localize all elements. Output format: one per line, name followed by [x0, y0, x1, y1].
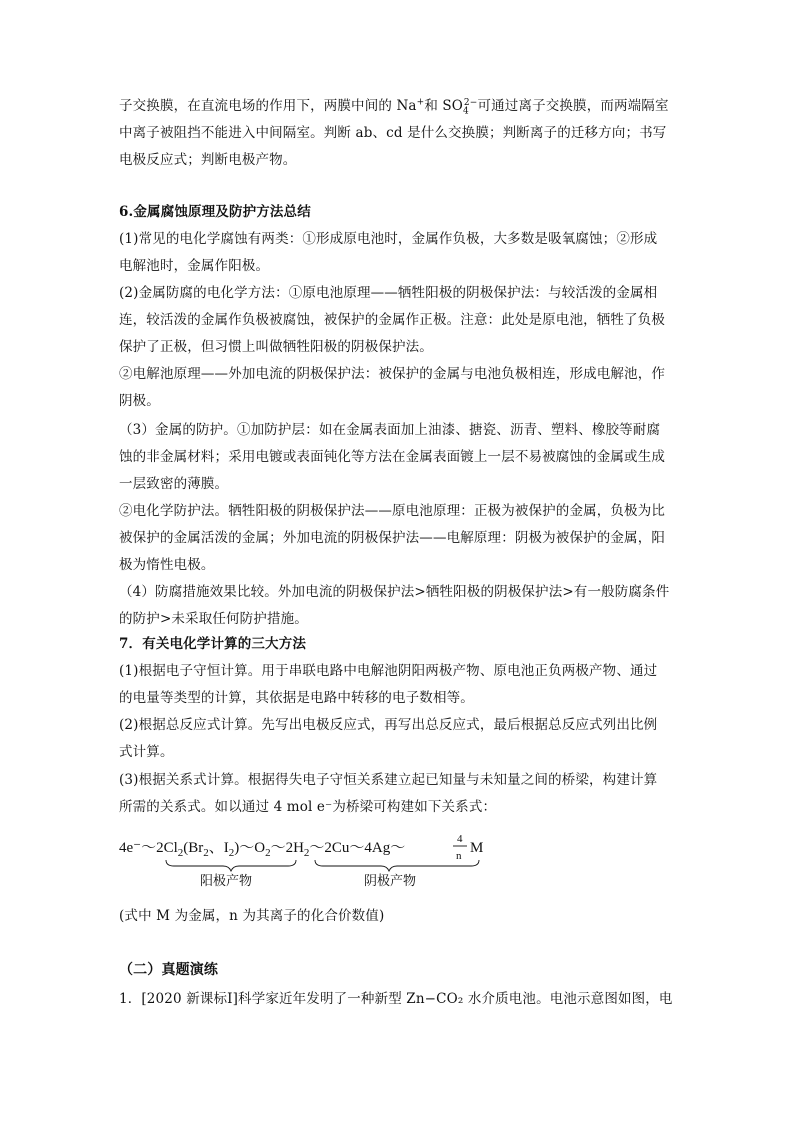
section-6-line: (2)金属防腐的电化学方法：①原电池原理——牺牲阳极的阴极保护法：与较活泼的金属相 [119, 285, 658, 301]
section-6-line: 电解池时，金属作阳极。 [119, 258, 270, 274]
fraction-numerator: 4 [457, 833, 463, 845]
electron-relation-formula [119, 826, 499, 892]
section-6-line: （4）防腐措施效果比较。外加电流的阴极保护法>牺牲阳极的阴极保护法>有一般防腐条件 [119, 584, 670, 600]
fraction-denominator: n [456, 850, 462, 862]
section-6-line: 极为惰性电极。 [119, 557, 215, 573]
formula-note: (式中 M 为金属，n 为其离子的化合价数值) [119, 908, 385, 924]
cathode-brace [315, 860, 479, 871]
section-6-line: 被保护的金属活泼的金属；外加电流的阴极保护法——电解原理：阴极为被保护的金属，阳 [119, 530, 665, 546]
section-7-line: 式计算。 [119, 744, 174, 760]
section-6-line: 一层致密的薄膜。 [119, 476, 229, 492]
anode-brace [166, 860, 296, 871]
formula-metal: M [470, 840, 484, 856]
section-6-heading: 6.金属腐蚀原理及防护方法总结 [119, 204, 311, 220]
section-7-line: (3)根据关系式计算。根据得失电子守恒关系建立起已知量与未知量之间的桥梁，构建计算 [119, 772, 658, 788]
intro-line-2: 中离子被阻挡不能进入中间隔室。判断 ab、cd 是什么交换膜；判断离子的迁移方向；书写 [119, 125, 667, 141]
section-7-heading: 7．有关电化学计算的三大方法 [119, 636, 306, 652]
section-6-line: ②电解池原理——外加电流的阴极保护法：被保护的金属与电池负极相连，形成电解池，作 [119, 366, 665, 382]
section-7-line: 所需的关系式。如以通过 4 mol e⁻为桥梁可构建如下关系式： [119, 799, 497, 815]
section-7-line: 的电量等类型的计算，其依据是电路中转移的电子数相等。 [119, 690, 474, 706]
anode-products-label: 阳极产物 [200, 874, 253, 889]
formula-svg [119, 826, 499, 892]
section-6-line: 连，较活泼的金属作负极被腐蚀，被保护的金属作正极。注意：此处是原电池，牺牲了负极 [119, 312, 665, 328]
section-6-line: ②电化学防护法。牺牲阳极的阴极保护法——原电池原理：正极为被保护的金属，负极为比 [119, 503, 665, 519]
section-7-line: (2)根据总反应式计算。先写出电极反应式，再写出总反应式，最后根据总反应式列出比例 [119, 717, 658, 733]
cathode-products-label: 阴极产物 [364, 874, 417, 889]
section-6-line: （3）金属的防护。①加防护层：如在金属表面加上油漆、搪瓷、沥青、塑料、橡胶等耐腐 [119, 422, 661, 438]
formula-text: $4e^-\sim 2Cl_2(Br_2$、$I_2)\sim O_2\sim 2H_2\sim 2Cu\sim 4Ag\sim$ [119, 840, 406, 859]
section-6-line: (1)常见的电化学腐蚀有两类：①形成原电池时，金属作负极，大多数是吸氧腐蚀；②形成 [119, 231, 658, 247]
intro-line-1: 子交换膜，在直流电场的作用下，两膜中间的 Na+和 $SO_4^{2-}$可通过离子交换膜，而两端隔室 [119, 97, 669, 117]
question-1-line: 1．[2020 新课标Ⅰ]科学家近年发明了一种新型 Zn−CO₂ 水介质电池。电池示意图如图，电 [119, 991, 673, 1007]
section-6-line: 蚀的非金属材料；采用电镀或表面钝化等方法在金属表面镀上一层不易被腐蚀的金属或生成 [119, 449, 665, 465]
section-6-line: 阴极。 [119, 393, 160, 409]
real-exam-heading: （二）真题演练 [119, 962, 219, 978]
section-7-line: (1)根据电子守恒计算。用于串联电路中电解池阴阳两极产物、原电池正负两极产物、通过 [119, 663, 658, 679]
section-6-line: 保护了正极，但习惯上叫做牺牲阳极的阴极保护法。 [119, 339, 433, 355]
section-6-line: 的防护>未采取任何防护措施。 [119, 611, 308, 627]
intro-line-3: 电极反应式；判断电极产物。 [119, 152, 297, 168]
